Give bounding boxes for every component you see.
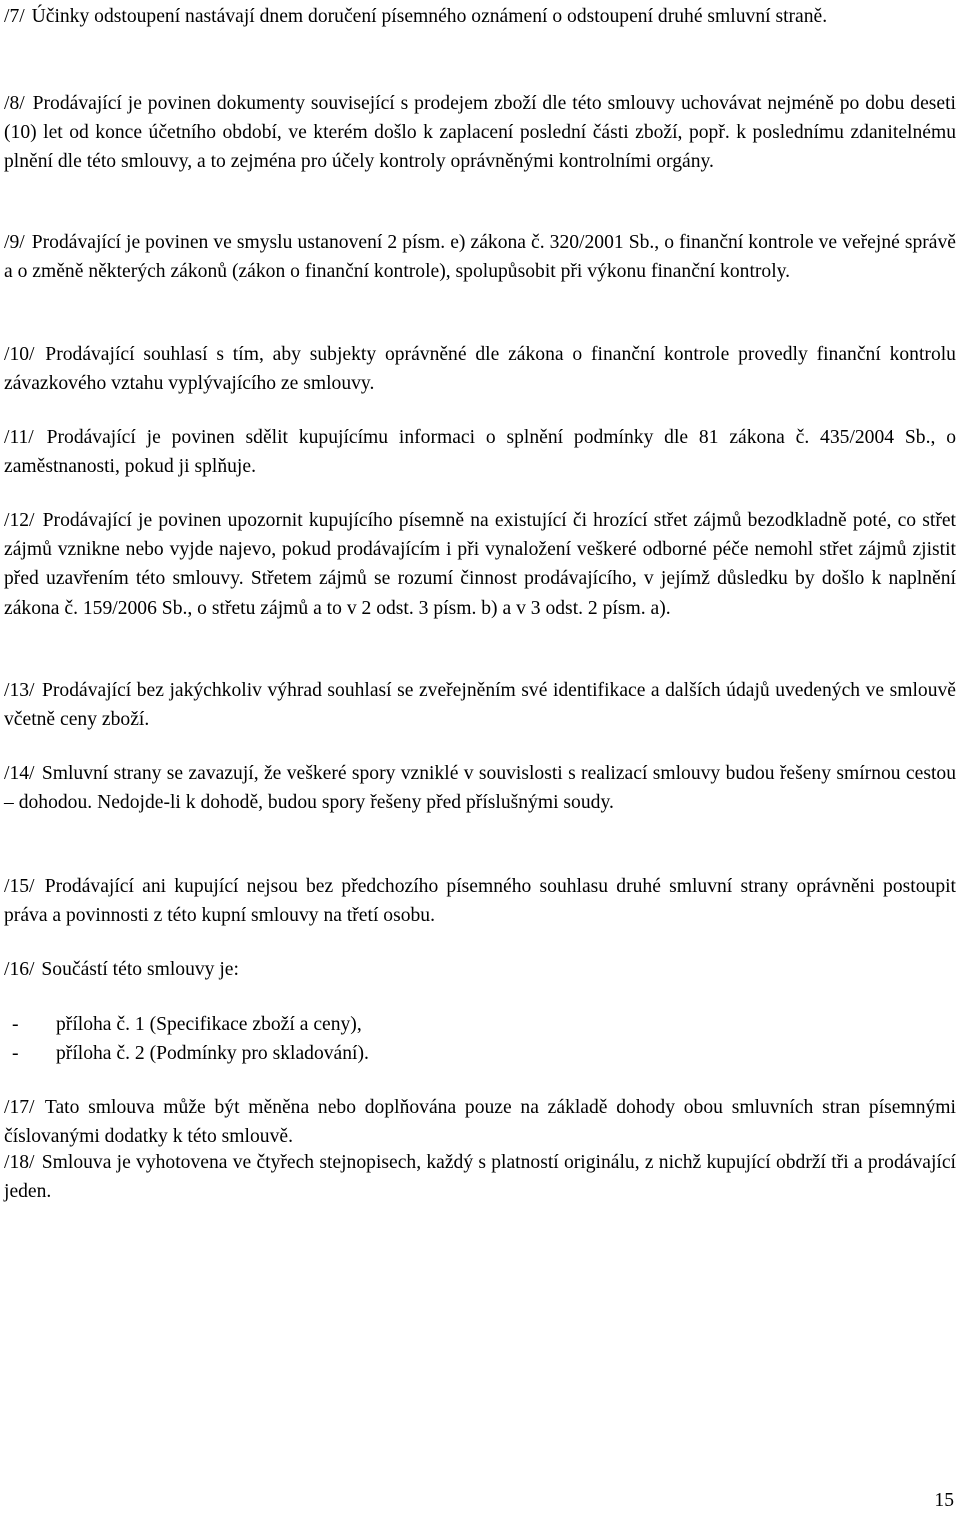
paragraph-number: /17/ (4, 1097, 35, 1118)
paragraph-9 (4, 228, 956, 286)
list-dash: - (12, 1014, 19, 1035)
paragraph-text: Prodávající je povinen ve smyslu ustanovení 2 písm. e) zákona č. 320/2001 Sb., o finanční kontrole ve veřejné správě a o změně některých zákonů (zákon o finanční kontrole), spolupůsobit při výkonu finanční kontroly. (4, 232, 956, 283)
paragraph-7 (4, 2, 827, 31)
paragraph-15 (4, 872, 956, 930)
paragraph-number: /9/ (4, 232, 25, 253)
paragraph-13 (4, 676, 956, 734)
list-item (4, 1010, 369, 1039)
paragraph-text: Prodávající souhlasí s tím, aby subjekty oprávněné dle zákona o finanční kontrole provedly finanční kontrolu závazkového vztahu vyplývajícího ze smlouvy. (4, 344, 956, 395)
paragraph-number: /8/ (4, 93, 25, 114)
paragraph-number: /14/ (4, 763, 35, 784)
page-number: 15 (934, 1490, 954, 1511)
list-item (4, 1039, 369, 1068)
paragraph-12 (4, 506, 956, 623)
paragraph-number: /12/ (4, 510, 35, 531)
list-dash: - (12, 1043, 19, 1065)
attachment-list (4, 1010, 369, 1068)
paragraph-text: Smluvní strany se zavazují, že veškeré spory vzniklé v souvislosti s realizací smlouvy budou řešeny smírnou cestou – dohodou. Nedojde-li k dohodě, budou spory řešeny před příslušnými soudy. (4, 763, 956, 814)
paragraph-number: /13/ (4, 680, 35, 701)
paragraph-17 (4, 1093, 956, 1151)
paragraph-10 (4, 340, 956, 398)
paragraph-8 (4, 89, 956, 177)
paragraph-text: Tato smlouva může být měněna nebo doplňována pouze na základě dohody obou smluvních stran písemnými číslovanými dodatky k této smlouvě. (4, 1097, 956, 1148)
paragraph-text: Prodávající bez jakýchkoliv výhrad souhlasí se zveřejněním své identifikace a dalších údajů uvedených ve smlouvě včetně ceny zboží. (4, 680, 956, 731)
paragraph-number: /10/ (4, 344, 35, 365)
paragraph-text: Prodávající je povinen sdělit kupujícímu informaci o splnění podmínky dle 81 zákona č. 435/2004 Sb., o zaměstnanosti, pokud ji splňuje. (4, 427, 957, 478)
paragraph-text: Prodávající ani kupující nejsou bez předchozího písemného souhlasu druhé smluvní strany oprávněni postoupit práva a povinnosti z této kupní smlouvy na třetí osobu. (4, 876, 956, 927)
paragraph-number: /16/ (4, 959, 35, 980)
paragraph-text: Účinky odstoupení nastávají dnem doručení písemného oznámení o odstoupení druhé smluvní straně. (31, 6, 828, 27)
paragraph-text: Prodávající je povinen dokumenty související s prodejem zboží dle této smlouvy uchovávat nejméně po dobu deseti (10) let od konce účetního období, ve kterém došlo k zaplacení poslední části zboží, popř. k poslednímu zdanitelnému plnění dle této smlouvy, a to zejména pro účely kontroly oprávněnými kontrolními orgány. (4, 93, 956, 173)
paragraph-number: /11/ (4, 427, 34, 448)
list-item-text: příloha č. 2 (Podmínky pro skladování). (56, 1043, 369, 1065)
paragraph-number: /7/ (4, 6, 25, 27)
paragraph-text: Prodávající je povinen upozornit kupujícího písemně na existující či hrozící střet zájmů bezodkladně poté, co střet zájmů vznikne nebo vyjde najevo, pokud prodávajícím i při vynaložení veškeré odborné péče nemohl střet zájmů zjistit před uzavřením této smlouvy. Střetem zájmů se rozumí činnost prodávajícího, v jejímž důsledku by došlo k naplnění zákona č. 159/2006 Sb., o střetu zájmů a to v 2 odst. 3 písm. b) a v 3 odst. 2 písm. a). (4, 510, 956, 619)
paragraph-11 (4, 423, 956, 481)
paragraph-18 (4, 1148, 956, 1206)
paragraph-16 (4, 955, 239, 984)
paragraph-14 (4, 759, 956, 817)
paragraph-number: /15/ (4, 876, 35, 897)
paragraph-text: Součástí této smlouvy je: (41, 959, 239, 980)
list-item-text: příloha č. 1 (Specifikace zboží a ceny), (56, 1014, 362, 1035)
paragraph-text: Smlouva je vyhotovena ve čtyřech stejnopisech, každý s platností originálu, z nichž kupující obdrží tři a prodávající jeden. (4, 1152, 956, 1203)
paragraph-number: /18/ (4, 1152, 35, 1173)
